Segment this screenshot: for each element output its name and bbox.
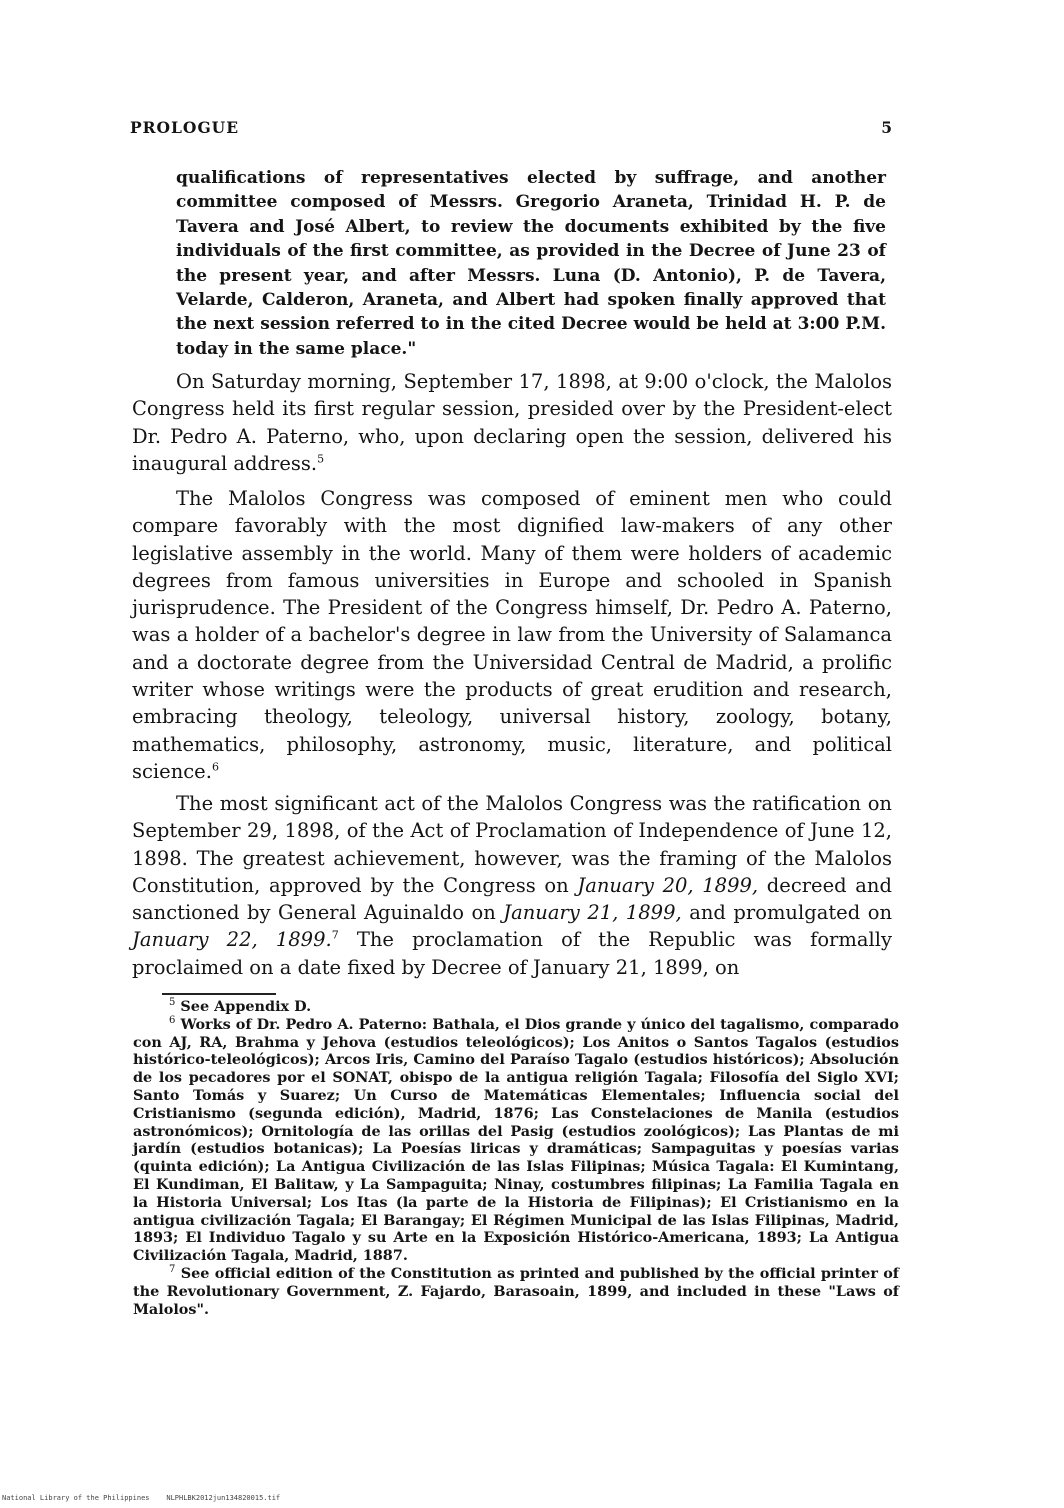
paragraph-ratification — [132, 790, 892, 981]
paragraph-text: decreed and sanctioned by General Aguinaldo on — [132, 873, 892, 925]
footnote — [133, 998, 899, 1016]
paragraph-first-session — [132, 368, 892, 477]
running-title: PROLOGUE — [130, 118, 240, 137]
footnote — [133, 1016, 899, 1265]
date-approved: January 20, 1899, — [577, 873, 759, 897]
date-promulgated: January 22, 1899. — [132, 928, 332, 952]
scan-stamp: National Library of the Philippines NLPHLBK2012jun134820015.tif — [2, 1494, 281, 1502]
footnote-ref-7: 7 — [331, 928, 339, 942]
paragraph-text: and promulgated on — [681, 901, 893, 925]
footnote-number: 5 — [169, 997, 176, 1009]
block-quote: qualifications of representatives elected by suffrage, and another committee composed of Messrs. Gregorio Araneta, Trinidad H. P. de Tavera and José Albert, to review the documents exhibited by the five individuals of the first committee, as provided in the Decree of June 23 of the present year, and after Messrs. Luna (D. Antonio), P. de Tavera, Velarde, Calderon, Araneta, and Albert had spoken finally approved that the next session referred to in the cited Decree would be held at 3:00 P.M. today in the same place." — [176, 168, 886, 359]
footnote-number: 6 — [169, 1015, 176, 1026]
footnote-ref-6: 6 — [211, 760, 219, 774]
paragraph-text: The proclamation of the Republic was formally proclaimed on a date fixed by Decree of January 21, 1899, on — [132, 928, 892, 979]
footnotes — [133, 998, 899, 1318]
footnote-number: 7 — [169, 1264, 176, 1276]
paragraph-congress-members — [132, 485, 892, 785]
paragraph-text: The Malolos Congress was composed of eminent men who could compare favorably with the most dignified law-makers of any other legislative assembly in the world. Many of them were holders of academic degrees from famous universities in Europe and schooled in Spanish jurisprudence. The President of the Congress himself, Dr. Pedro A. Paterno, was a holder of a bachelor's degree in law from the University of Salamanca and a doctorate degree from the Universidad Central de Madrid, a prolific writer whose writings were the products of great erudition and research, embracing theology, teleology, universal history, zoology, botany, mathematics, philosophy, astronomy, music, literature, and political science. — [132, 487, 892, 783]
footnote-divider — [162, 993, 276, 995]
date-sanctioned: January 21, 1899, — [503, 901, 682, 925]
paragraph-text: On Saturday morning, September 17, 1898, at 9:00 o'clock, the Malolos Congress held its first regular session, presided over by the President-elect Dr. Pedro A. Paterno, who, upon declaring open the session, delivered his inaugural address. — [132, 370, 892, 475]
running-header — [130, 118, 892, 137]
footnote-text: See Appendix D. — [180, 998, 312, 1015]
page-number: 5 — [881, 118, 892, 137]
footnote — [133, 1265, 899, 1318]
footnote-ref-5: 5 — [317, 452, 325, 466]
footnote-text: Works of Dr. Pedro A. Paterno: Bathala, el Dios grande y único del tagalismo, comparado con AJ, RA, Brahma y Jehova (estudios teleológicos); Los Anitos o Santos Tagalos (estudios histórico-teleológicos); Arcos Iris, Camino del Paraíso Tagalo (estudios históricos); Absolución de los pecadores por el SONAT, obispo de la antigua religión Tagala; Filosofía del Siglo XVI; Santo Tomás y Suarez; Un Curso de Matemáticas Elementales; Influencia social del Cristianismo (segunda edición), Madrid, 1876; Las Constelaciones de Manila (estudios astronómicos); Ornitología de las orillas del Pasig (estudios zoológicos); Las Plantas de mi jardín (estudios botanicas); La Poesías liricas y dramáticas; Sampaguitas y poesías varias (quinta edición); La Antigua Civilización de las Islas Filipinas; Música Tagala: El Kumintang, El Kundiman, El Balitaw, y La Sampaguita; Ninay, costumbres filipinas; La Familia Tagala en la Historia Universal; Los Itas (la parte de la Historia de Filipinas); El Cristianismo en la antigua civilización Tagala; El Barangay; El Régimen Municipal de las Islas Filipinas, Madrid, 1893; El Individuo Tagalo y su Arte en la Exposición Histórico-Americana, 1893; La Antigua Civilización Tagala, Madrid, 1887. — [133, 1015, 899, 1265]
paragraph-text: The most significant act of the Malolos Congress was the ratification on September 29, 1898, of the Act of Proclamation of Independence of June 12, 1898. The greatest achievement, however, was the framing of the Malolos Constitution, approved by the Congress on — [132, 792, 892, 897]
footnote-text: See official edition of the Constitution as printed and published by the official printer of the Revolutionary Government, Z. Fajardo, Barasoain, 1899, and included in these "Laws of Malolos". — [133, 1264, 899, 1318]
